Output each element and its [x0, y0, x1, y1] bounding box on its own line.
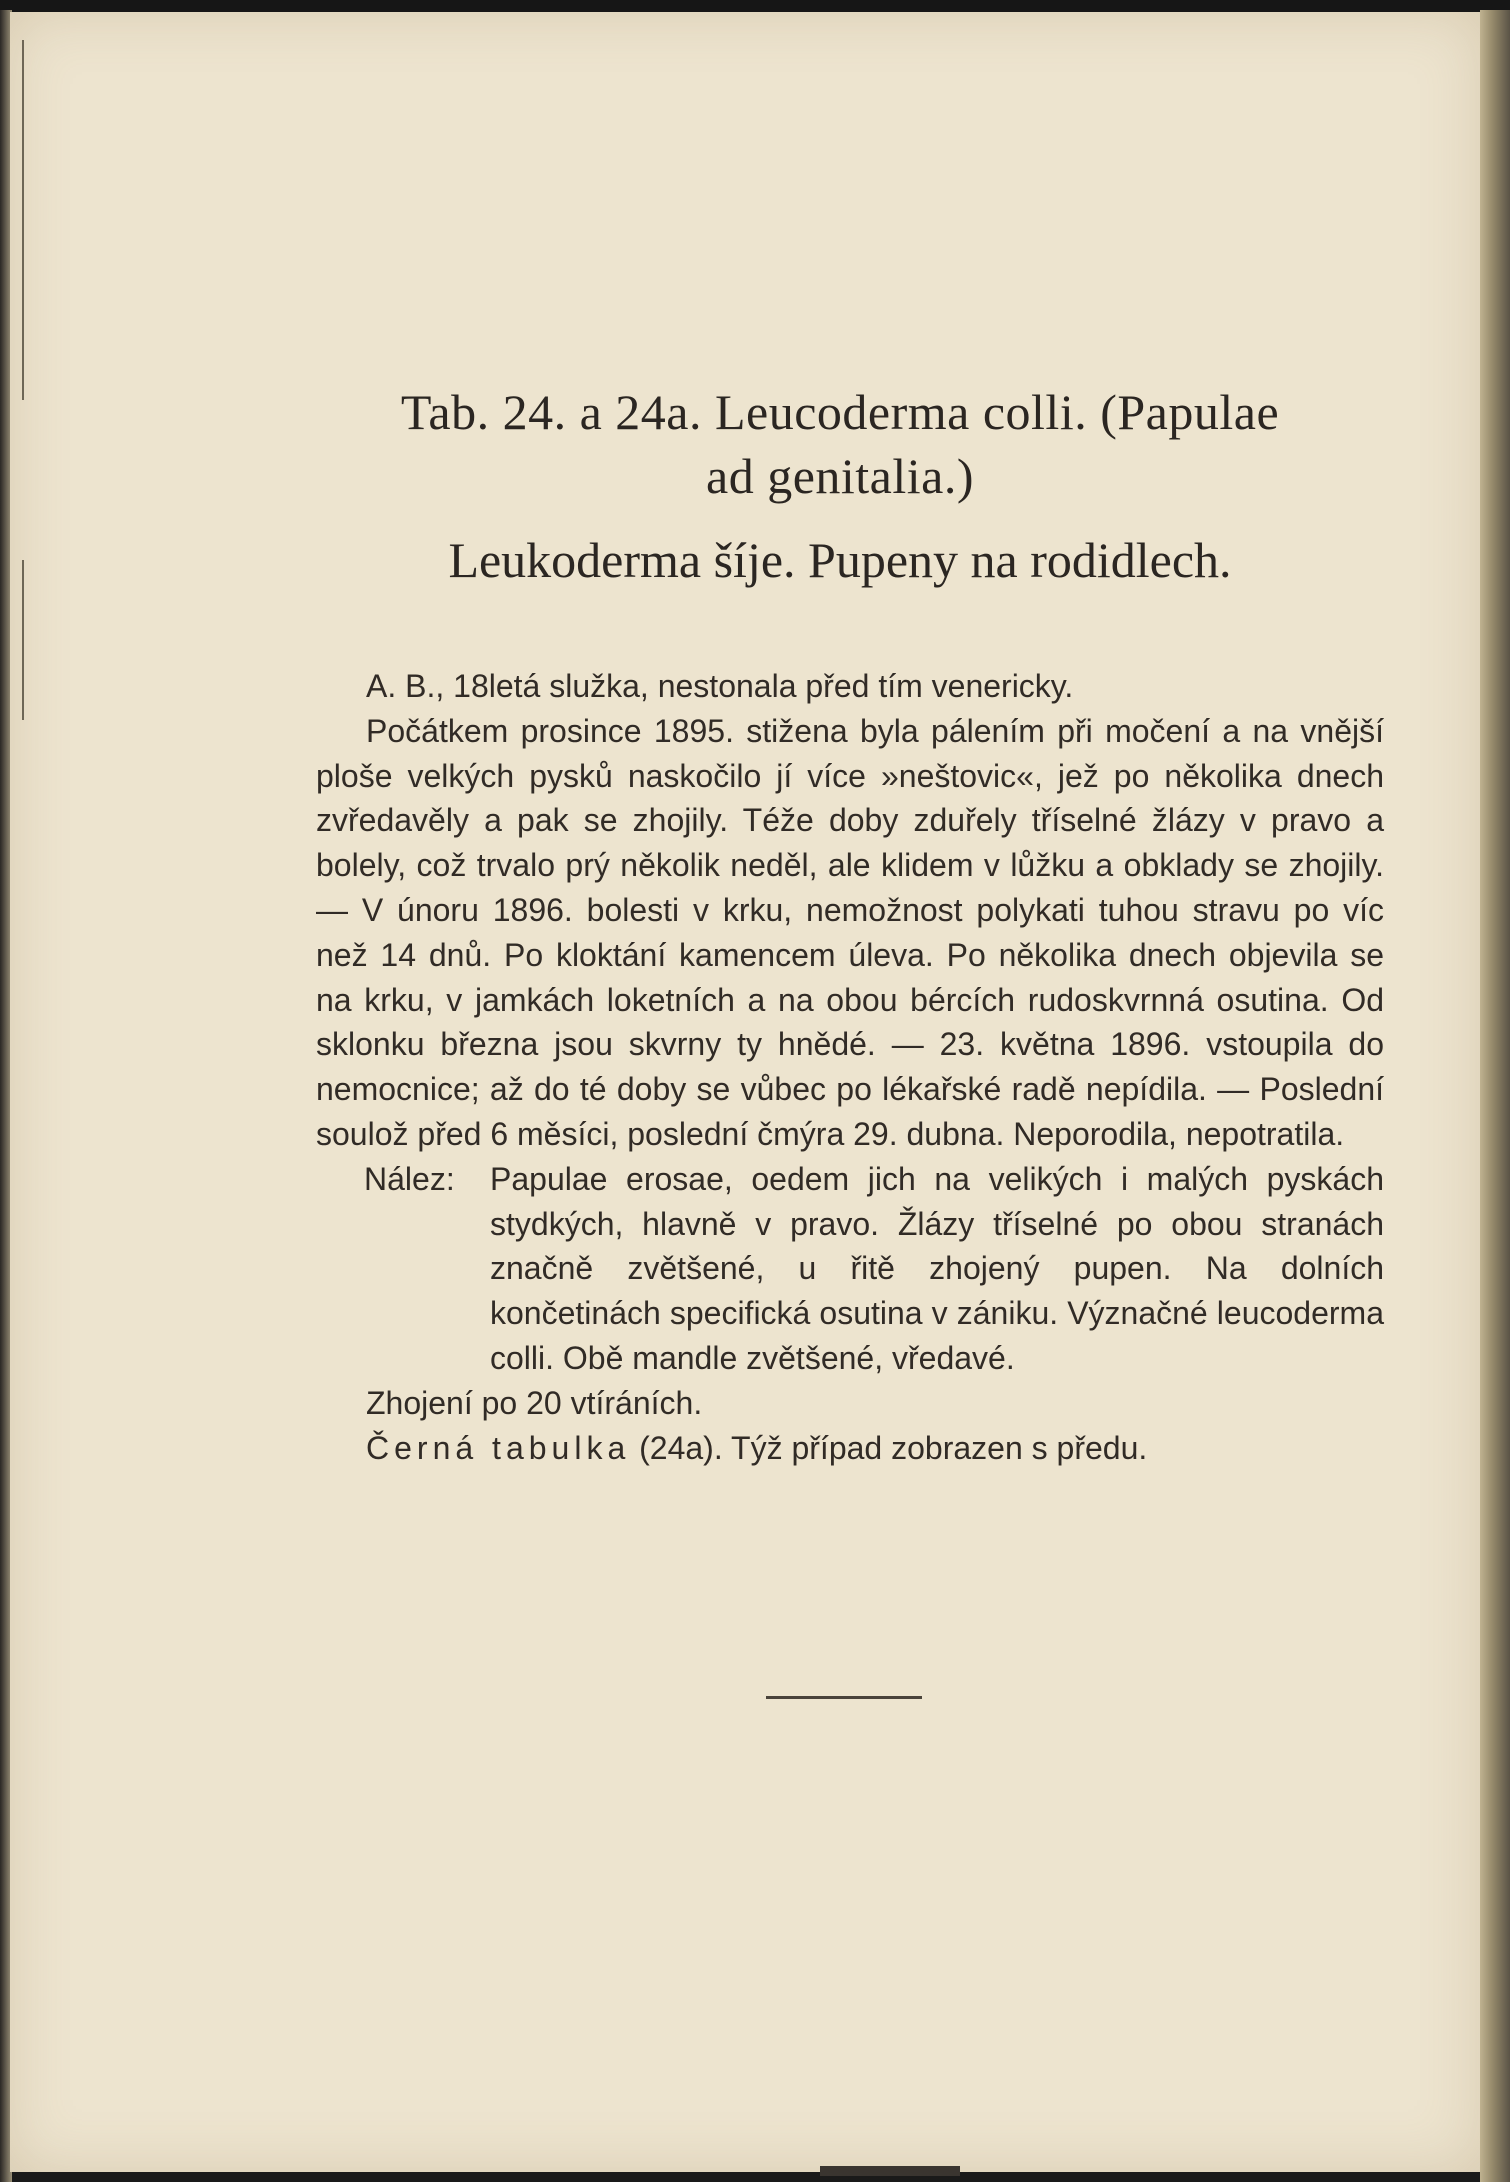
gutter-mark — [22, 40, 24, 400]
plate-title-line-1: Tab. 24. a 24a. Leucoderma colli. (Papulae — [400, 384, 1280, 440]
scan-bottom-mark — [820, 2166, 960, 2176]
page-right-edge — [1480, 10, 1510, 2182]
section-divider — [766, 1696, 922, 1699]
finding-text: Papulae erosae, oedem jich na velikých i malých pyskách stydkých, hlavně v pravo. Žlázy tříselné po obou stranách značně zvětšené, u řitě zhojený pupen. Na dolních končetinách specifická osutina v zániku. Význačné leucoderma colli. Obě mandle zvětšené, vředavé. — [490, 1160, 1384, 1376]
finding-block — [316, 1157, 1384, 1381]
case-description — [316, 664, 1384, 1470]
plate-title-line-2: ad genitalia.) — [706, 448, 974, 504]
black-plate-label: Černá tabulka — [366, 1429, 631, 1466]
black-plate-note — [316, 1426, 1384, 1471]
case-history: Počátkem prosince 1895. stižena byla pálením při močení a na vnější ploše velkých pysků naskočilo jí více »neštovic«, jež po několika dnech zvředavěly a pak se zhojily. Téže doby zduřely tříselné žlázy v pravo a bolely, což trvalo prý několik neděl, ale klidem v lůžku a obklady se zhojily. — V únoru 1896. bolesti v krku, nemožnost polykati tuhou stravu po víc než 14 dnů. Po kloktání kamencem úleva. Po několika dnech objevila se na krku, v jamkách loketních a na obou bércích rudoskvrnná osutina. Od sklonku března jsou skvrny ty hnědé. — 23. května 1896. vstoupila do nemocnice; až do té doby se vůbec po lékařské radě nepídila. — Poslední soulož před 6 měsíci, poslední čmýra 29. dubna. Neporodila, nepotratila. — [316, 712, 1384, 1152]
plate-title — [340, 380, 1340, 508]
case-intro: A. B., 18letá služka, nestonala před tím venericky. — [366, 668, 1074, 704]
healing-note: Zhojení po 20 vtíráních. — [366, 1384, 703, 1421]
gutter-mark — [22, 560, 24, 720]
finding-label: Nález: — [364, 1160, 455, 1197]
black-plate-text: (24a). Týž případ zobrazen s předu. — [639, 1429, 1148, 1466]
plate-subtitle: Leukoderma šíje. Pupeny na rodidlech. — [448, 532, 1232, 588]
